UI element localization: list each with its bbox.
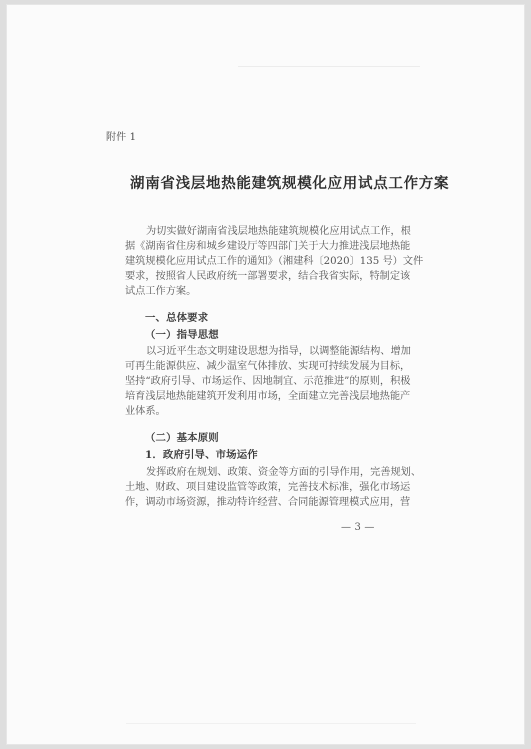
attachment-label: 附件 1 (106, 132, 137, 143)
subsection-heading-basic-principles: （二）基本原则 (145, 432, 219, 444)
guiding-line-3: 坚持“政府引导、市场运作、因地制宜、示范推进”的原则，积极 (125, 376, 411, 387)
intro-line-5: 试点工作方案。 (125, 286, 197, 297)
guiding-line-4: 培育浅层地热能建筑开发利用市场，全面建立完善浅层地热能产 (125, 391, 411, 402)
intro-line-4: 要求，按照省人民政府统一部署要求，结合我省实际，特制定该 (125, 271, 411, 282)
intro-line-2: 据《湖南省住房和城乡建设厅等四部门关于大力推进浅层地热能 (125, 241, 411, 252)
guiding-ideology-paragraph (125, 344, 411, 424)
principle-line-1: 发挥政府在规划、政策、资金等方面的引导作用，完善规划、 (146, 467, 422, 478)
section-heading: 一、总体要求 (145, 312, 209, 324)
intro-paragraph (125, 224, 424, 304)
guiding-line-2: 可再生能源供应、减少温室气体排放、实现可持续发展为目标， (125, 361, 411, 372)
intro-line-3: 建筑规模化应用试点工作的通知》（湘建科〔2020〕135 号）文件 (125, 256, 424, 267)
page-number: — 3 — (341, 522, 375, 533)
scan-edge-mark-bottom (126, 723, 416, 724)
document-title: 湖南省浅层地热能建筑规模化应用试点工作方案 (130, 175, 450, 192)
guiding-line-1: 以习近平生态文明建设思想为指导，以调整能源结构、增加 (146, 346, 411, 357)
principle-line-2: 土地、财政、项目建设监管等政策，完善技术标准，强化市场运 (125, 482, 411, 493)
principle-line-3: 作，调动市场资源，推动特许经营、合同能源管理模式应用，营 (125, 497, 411, 508)
principle-heading: 1．政府引导、市场运作 (145, 449, 258, 461)
principle-paragraph (125, 465, 422, 515)
subsection-heading-guiding-ideology: （一）指导思想 (145, 329, 219, 341)
scan-edge-mark-top (238, 66, 420, 67)
guiding-line-5: 业体系。 (125, 406, 166, 417)
intro-line-1: 为切实做好湖南省浅层地热能建筑规模化应用试点工作，根 (146, 226, 411, 237)
